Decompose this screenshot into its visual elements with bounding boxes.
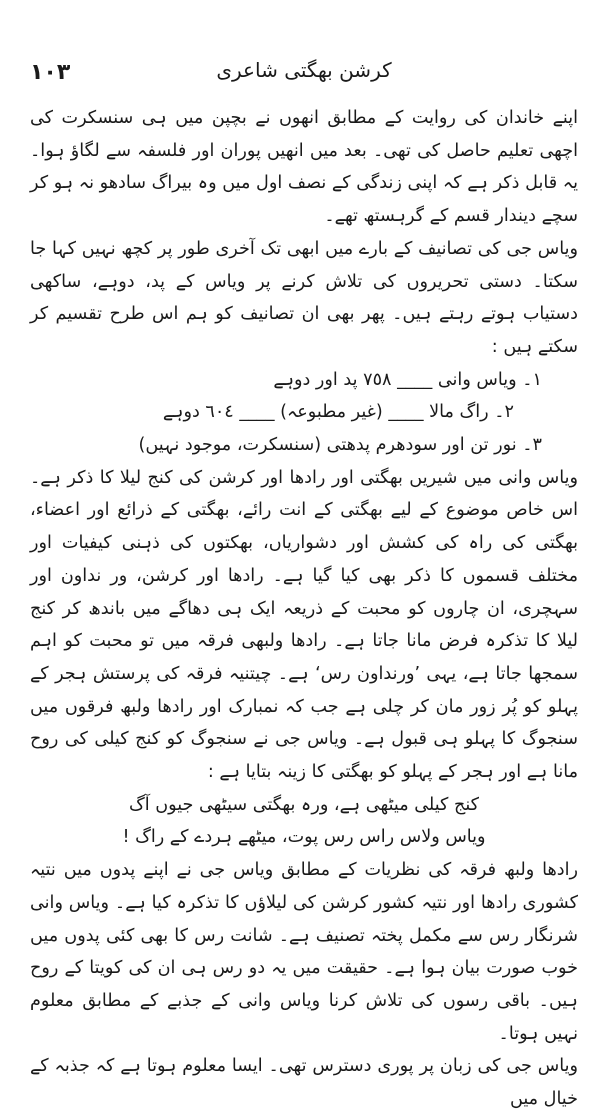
running-title: کرشن بھگتی شاعری [216, 58, 392, 82]
paragraph-education: اپنے خاندان کی روایت کے مطابق انھوں نے بچپن میں ہی سنسکرت کی اچھی تعلیم حاصل کی تھی۔ بعد میں انھیں پوران اور فلسفہ سے لگاؤ ہوا۔ یہ قابل ذکر ہے کہ اپنی زندگی کے نصف اول میں وہ بیراگ سادھو نہ ہو کر سچے دیندار قسم کے گرہستھ تھے۔ [30, 108, 578, 227]
paragraph-vyas-vani: ویاس وانی میں شیریں بھگتی اور رادھا اور کرشن کی کنج لیلا کا ذکر ہے۔ اس خاص موضوع کے لیے بھگتی کے انت رائے، بھگتی کے ذرائع اور اعضاء، بھگتی کی راہ کی کشش اور دشواریاں، بھکتوں کی ذہنی کیفیات اور مختلف قسموں کا ذکر بھی کیا گیا ہے۔ رادھا اور کرشن، ور نداون اور سہچری، ان چاروں کو محبت کے ذریعہ ایک ہی دھاگے میں باندھ کر کنج لیلا کا تذکرہ فرض مانا جاتا ہے۔ رادھا ولبھی فرقہ میں تو محبت کو اہم سمجھا جاتا ہے، یہی ’ورنداون رس‘ ہے۔ چیتنیہ فرقہ کی پرستش ہجر کے پہلو کو پُر زور مان کر چلی ہے جب کہ نمبارک اور رادھا ولبھ فرقوں میں سنجوگ کا پہلو ہی قبول ہے۔ ویاس جی نے سنجوگ کو کنج کیلی کی روح مانا ہے اور ہجر کے پہلو کو بھگتی کا زینہ بتایا ہے : [30, 467, 578, 783]
page-body [30, 102, 578, 1116]
verse-block [30, 789, 578, 854]
verse-line: کنج کیلی میٹھی ہے، ورہ بھگتی سیٹھی جیوں آگ [128, 794, 480, 815]
works-list [30, 364, 578, 462]
list-item: ٣۔ نور تن اور سودھرم پدھتی (سنسکرت، موجود نہیں) [138, 435, 542, 456]
paragraph-language: ویاس جی کی زبان پر پوری دسترس تھی۔ ایسا معلوم ہوتا ہے کہ جذبہ کے خیال میں [30, 1056, 578, 1110]
verse-line: ویاس ولاس راس رس پوت، میٹھے ہردے کے راگ ! [122, 827, 486, 848]
page-number: ١٠٣ [30, 60, 71, 85]
paragraph-radha-vallabh: رادھا ولبھ فرقہ کی نظریات کے مطابق ویاس جی نے اپنے پدوں میں نتیہ کشوری رادھا اور نتیہ کشور کرشن کی لیلاؤں کا تذکرہ کیا ہے۔ ویاس وانی شرنگار رس سے مکمل پختہ تصنیف ہے۔ شانت رس کا بھی کئی پدوں میں خوب صورت بیان ہوا ہے۔ حقیقت میں یہ دو رس ہی ان کی کویتا کے روح ہیں۔ باقی رسوں کی تلاش کرنا ویاس وانی کے جذبے کے مطابق معلوم نہیں ہوتا۔ [30, 860, 578, 1044]
paragraph-works-intro: ویاس جی کی تصانیف کے بارے میں ابھی تک آخری طور پر کچھ نہیں کہا جا سکتا۔ دستی تحریروں کی تلاش کرنے پر ویاس کے پد، دوہے، ساکھی دستیاب ہوتے رہتے ہیں۔ پھر بھی ان تصانیف کو ہم اس طرح تقسیم کر سکتے ہیں : [30, 238, 578, 357]
list-item: ٢۔ راگ مالا ____ (غیر مطبوعہ) ____ ٦٠٤ دوہے [162, 402, 514, 423]
list-item: ١۔ ویاس وانی ____ ٧٥٨ پد اور دوہے [273, 369, 542, 390]
page-header [30, 58, 578, 92]
